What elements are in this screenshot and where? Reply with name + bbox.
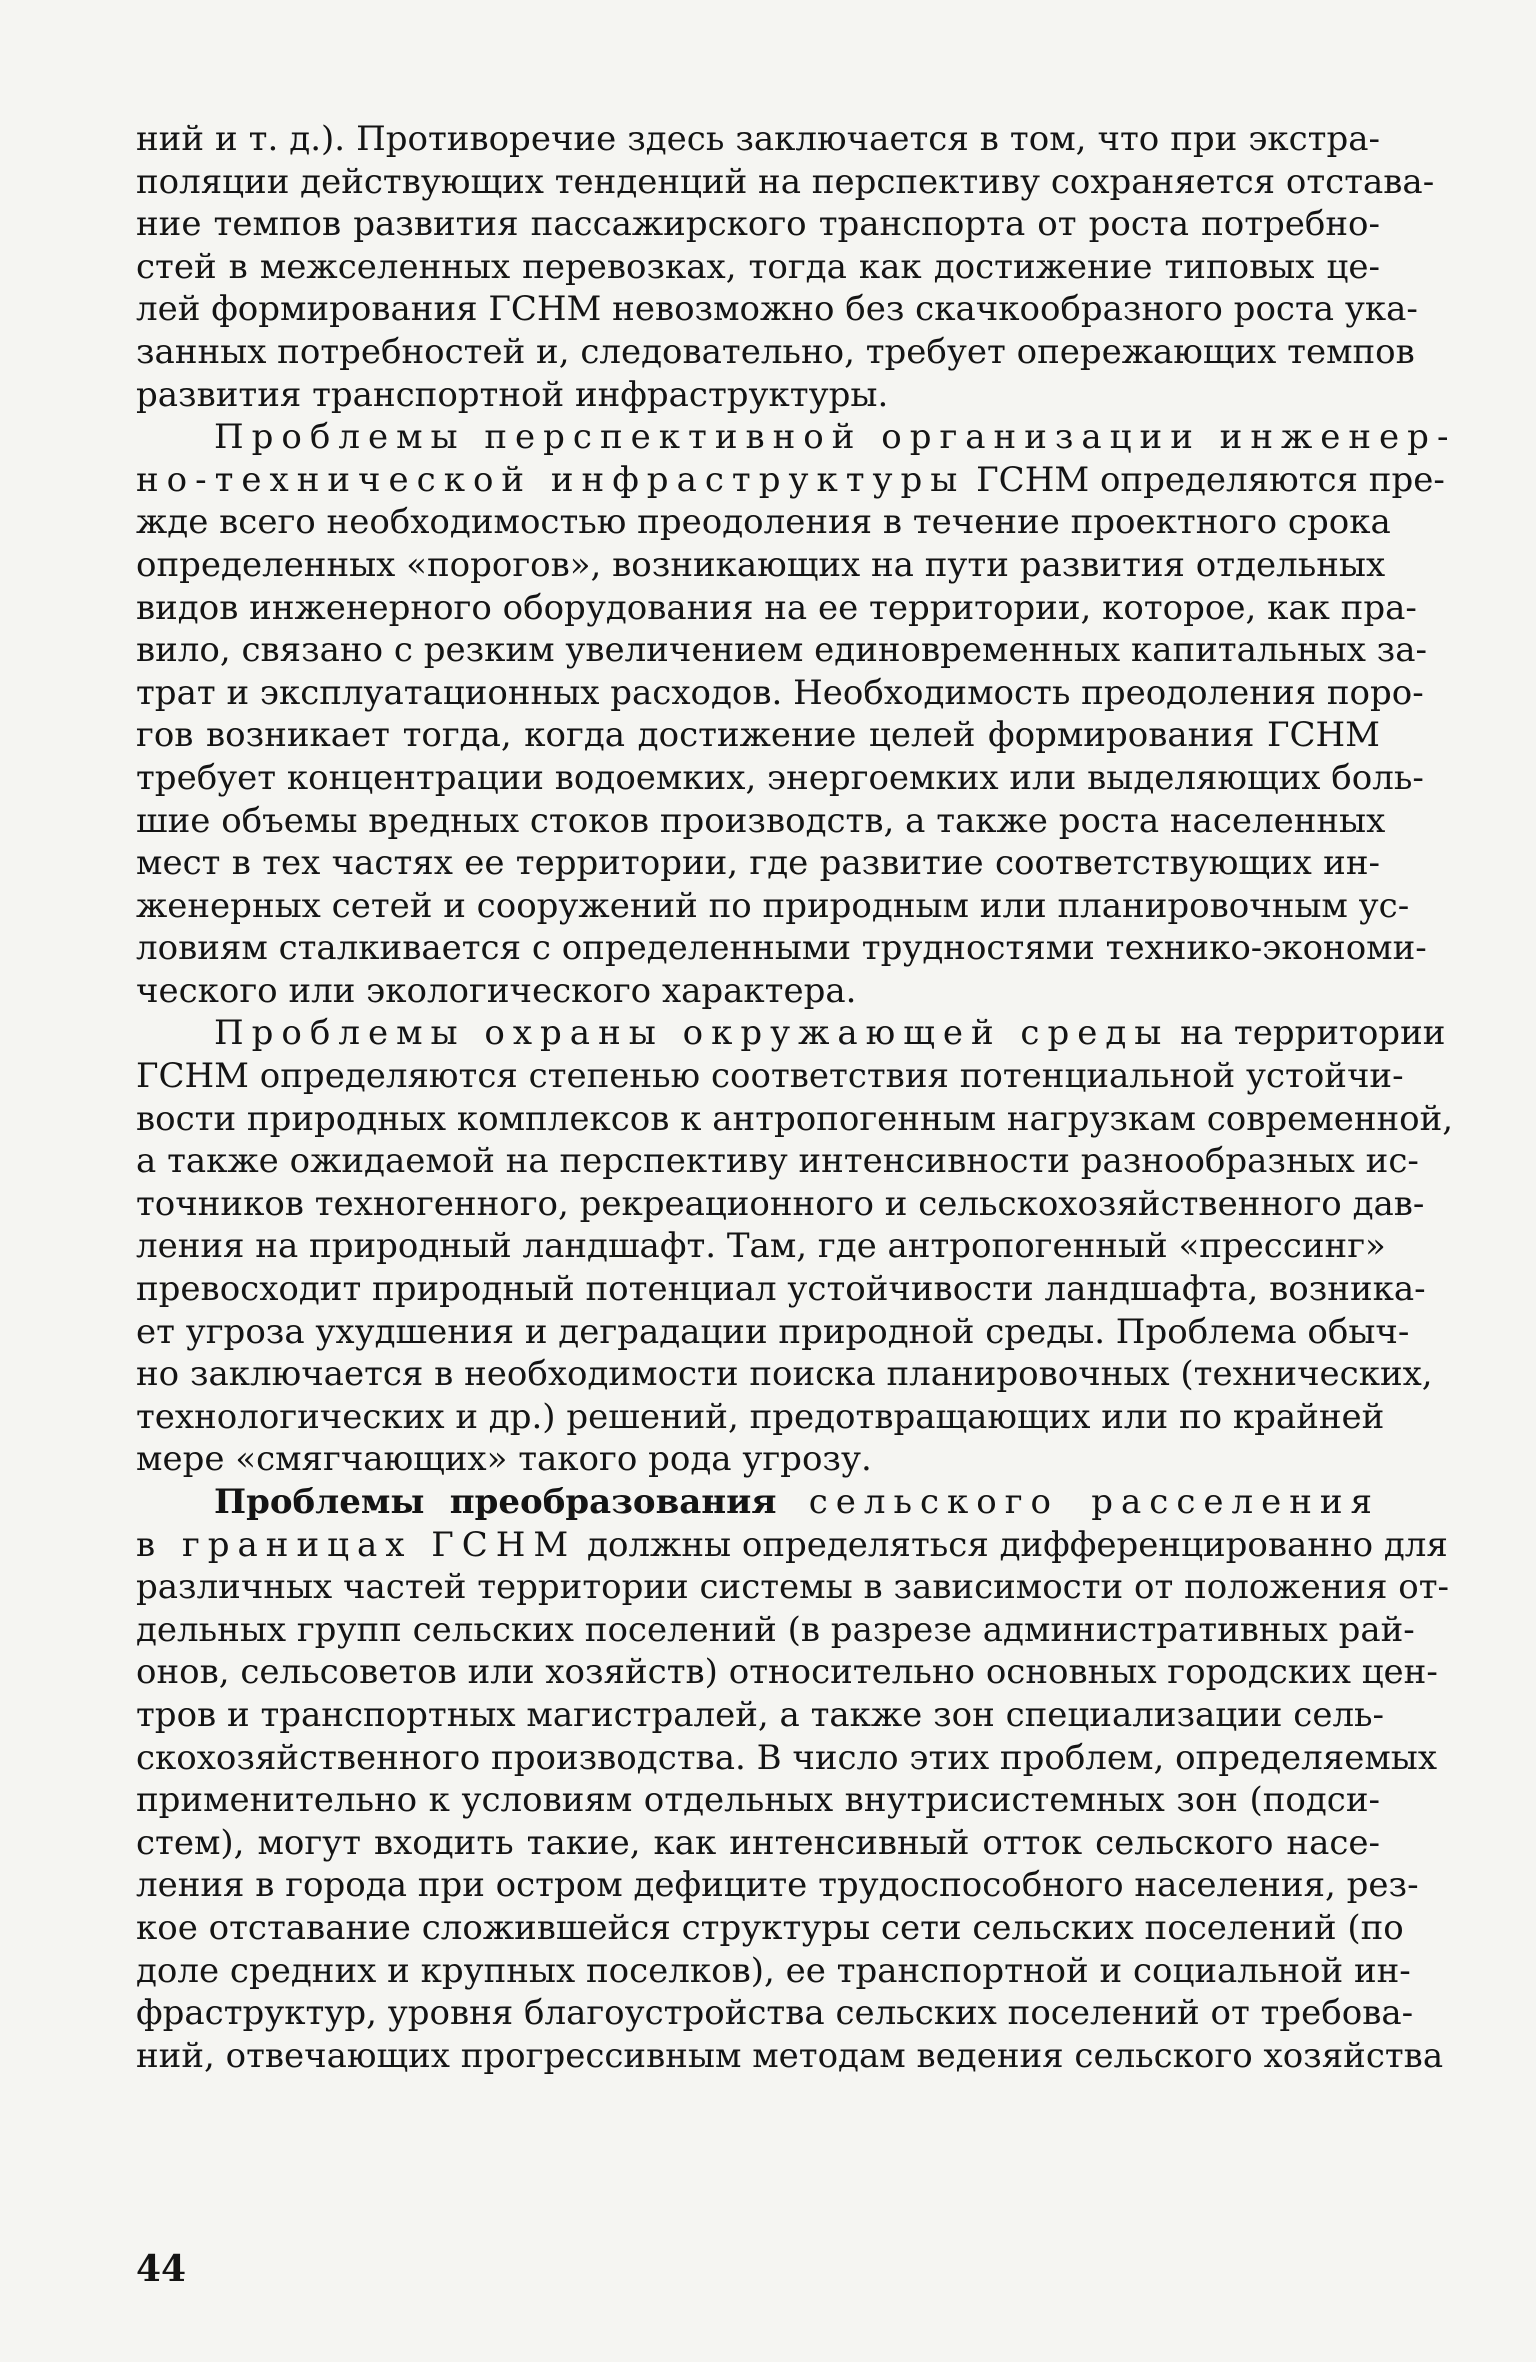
text-line: трат и эксплуатационных расходов. Необходимость преодоления поро- xyxy=(136,672,1424,713)
text-line: стей в межселенных перевозках, тогда как достижение типовых це- xyxy=(136,246,1380,287)
section-lead-text: но-технической инфраструктуры xyxy=(136,459,966,500)
section-heading-bold: Проблемы преобразования xyxy=(214,1482,777,1522)
text-line: но заключается в необходимости поиска планировочных (технических, xyxy=(136,1354,1433,1395)
text-line: ления в города при остром дефиците трудоспособного населения, рез- xyxy=(136,1865,1419,1906)
text-line: женерных сетей и сооружений по природным или планировочным ус- xyxy=(136,885,1410,926)
text-line: превосходит природный потенциал устойчивости ландшафта, возника- xyxy=(136,1269,1426,1310)
text-line: технологических и др.) решений, предотвращающих или по крайней xyxy=(136,1396,1385,1437)
text-line: ний, отвечающих прогрессивным методам ведения сельского хозяйства xyxy=(136,2035,1444,2076)
text-line: ления на природный ландшафт. Там, где антропогенный «прессинг» xyxy=(136,1226,1386,1267)
text-line: вило, связано с резким увеличением единовременных капитальных за- xyxy=(136,630,1427,671)
text-line: развития транспортной инфраструктуры. xyxy=(136,374,889,415)
text-line: а также ожидаемой на перспективу интенсивности разнообразных ис- xyxy=(136,1141,1419,1182)
text-line: ГСНМ определяются степенью соответствия потенциальной устойчи- xyxy=(136,1056,1404,1097)
text-line: дельных групп сельских поселений (в разрезе административных рай- xyxy=(136,1609,1415,1650)
page-number: 44 xyxy=(136,2248,187,2290)
section-lead-text: в границах ГСНМ xyxy=(136,1524,577,1565)
text-line xyxy=(136,1012,1446,1055)
text-line: применительно к условиям отдельных внутрисистемных зон (подси- xyxy=(136,1780,1380,1821)
text-line: лей формирования ГСНМ невозможно без скачкообразного роста ука- xyxy=(136,289,1418,330)
text-line: кое отставание сложившейся структуры сети сельских поселений (по xyxy=(136,1907,1404,1948)
text-line: занных потребностей и, следовательно, требует опережающих темпов xyxy=(136,331,1415,372)
text-run: на территории xyxy=(1169,1013,1446,1054)
text-line: мест в тех частях ее территории, где развитие соответствующих ин- xyxy=(136,843,1380,884)
text-line: скохозяйственного производства. В число этих проблем, определяемых xyxy=(136,1737,1437,1778)
text-run: должны определяться дифференцированно для xyxy=(576,1524,1448,1565)
text-column xyxy=(136,118,1457,2077)
text-line: доле средних и крупных поселков), ее транспортной и социальной ин- xyxy=(136,1950,1411,1991)
paragraph-4 xyxy=(136,1481,1450,2077)
text-line: определенных «порогов», возникающих на пути развития отдельных xyxy=(136,544,1386,585)
text-line: точников техногенного, рекреационного и сельскохозяйственного дав- xyxy=(136,1183,1425,1224)
text-line: фраструктур, уровня благоустройства сельских поселений от требова- xyxy=(136,1993,1414,2034)
paragraph-3 xyxy=(136,1012,1454,1481)
text-line: различных частей территории системы в зависимости от положения от- xyxy=(136,1567,1450,1608)
text-line: ческого или экологического характера. xyxy=(136,970,857,1011)
text-line: вости природных комплексов к антропогенным нагрузкам современной, xyxy=(136,1098,1454,1139)
text-line: поляции действующих тенденций на перспективу сохраняется отстава- xyxy=(136,161,1435,202)
text-line xyxy=(136,459,1445,502)
text-line: онов, сельсоветов или хозяйств) относительно основных городских цен- xyxy=(136,1652,1438,1693)
text-line: ние темпов развития пассажирского транспорта от роста потребно- xyxy=(136,204,1380,245)
text-line: шие объемы вредных стоков производств, а также роста населенных xyxy=(136,800,1386,841)
text-line: ет угроза ухудшения и деградации природной среды. Проблема обыч- xyxy=(136,1311,1410,1352)
text-line: жде всего необходимостью преодоления в течение проектного срока xyxy=(136,502,1391,543)
text-line: тров и транспортных магистралей, а также зон специализации сель- xyxy=(136,1694,1385,1735)
text-line: гов возникает тогда, когда достижение целей формирования ГСНМ xyxy=(136,715,1380,756)
text-line: стем), могут входить такие, как интенсивный отток сельского насе- xyxy=(136,1822,1380,1863)
text-line: мере «смягчающих» такого рода угрозу. xyxy=(136,1439,872,1480)
section-lead-text: сельского расселения xyxy=(776,1482,1381,1522)
text-line xyxy=(136,1481,1380,1524)
text-line: ловиям сталкивается с определенными трудностями технико-экономи- xyxy=(136,928,1427,969)
paragraph-1 xyxy=(136,118,1435,416)
text-line: ний и т. д.). Противоречие здесь заключается в том, что при экстра- xyxy=(136,119,1380,159)
text-line xyxy=(136,1524,1448,1567)
section-lead-line: Проблемы перспективной организации инженер- xyxy=(214,417,1457,458)
text-line: требует концентрации водоемких, энергоемких или выделяющих боль- xyxy=(136,757,1424,798)
text-line: видов инженерного оборудования на ее территории, которое, как пра- xyxy=(136,587,1417,628)
section-lead-text: Проблемы охраны окружающей среды xyxy=(214,1013,1170,1054)
text-run: ГСНМ определяются пре- xyxy=(965,459,1445,500)
paragraph-2 xyxy=(136,416,1457,1012)
